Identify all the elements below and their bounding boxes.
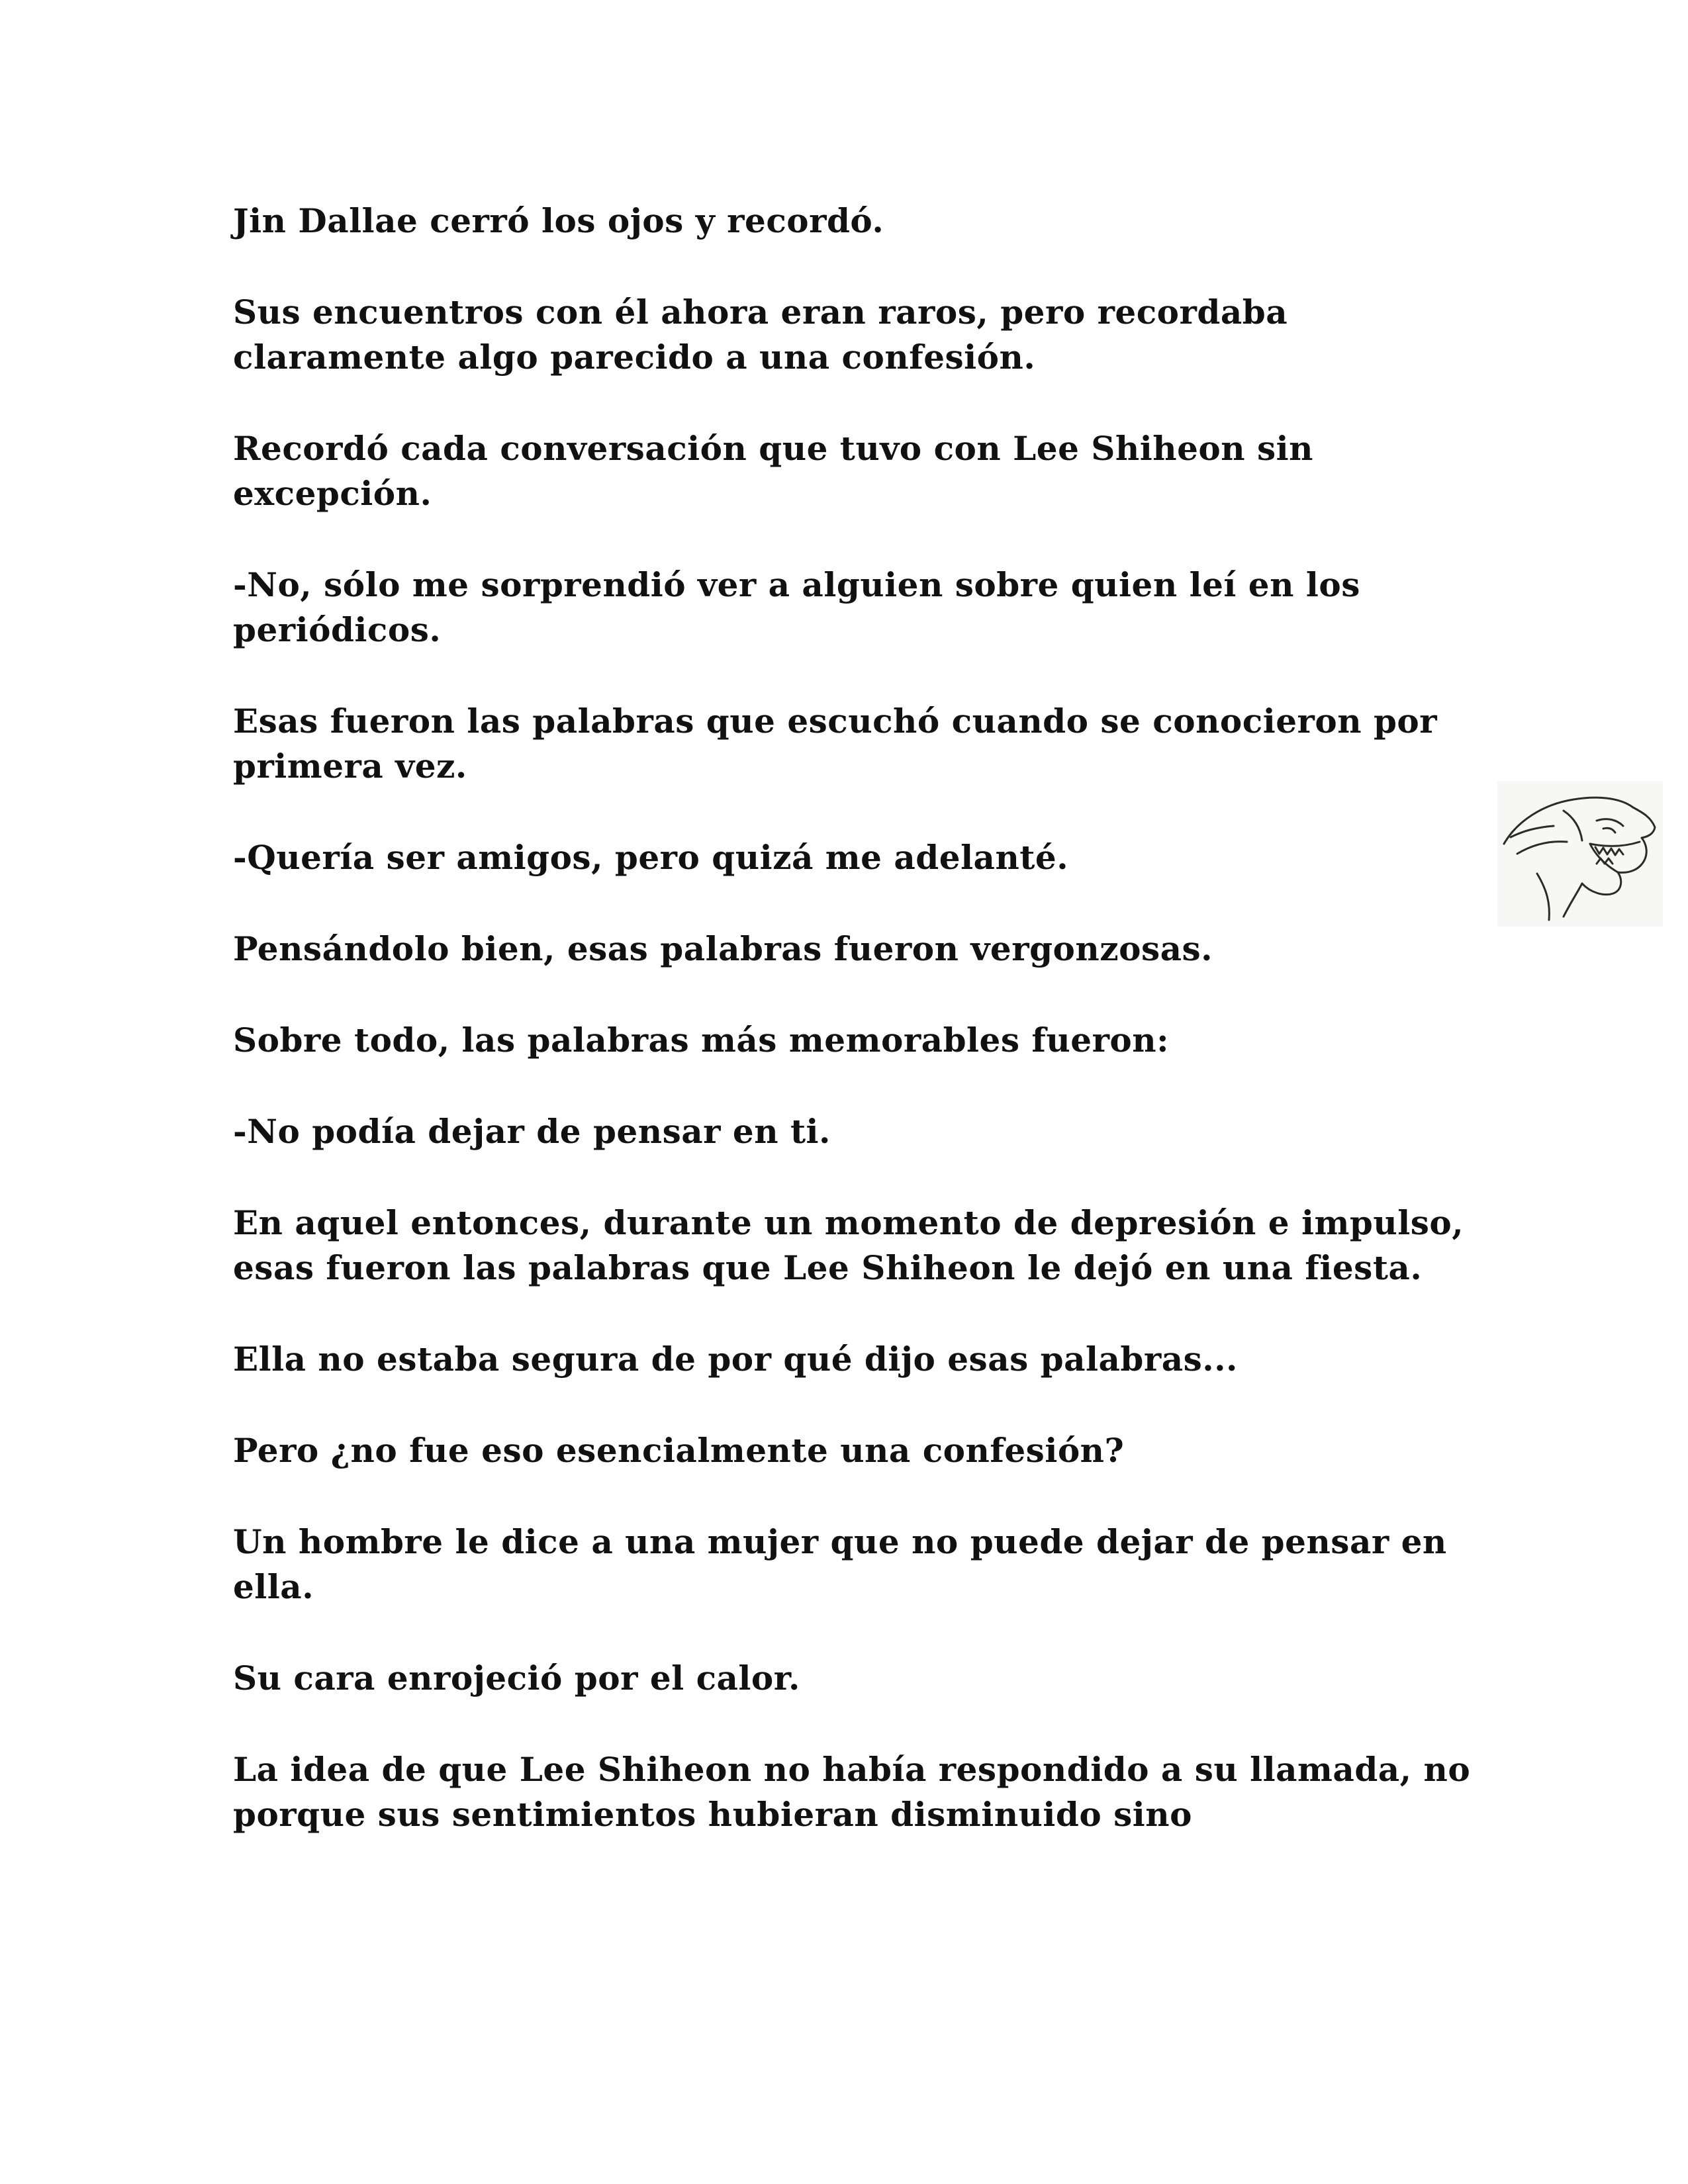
body-text: [233, 199, 1491, 1884]
paragraph: Su cara enrojeció por el calor.: [233, 1659, 800, 1698]
paragraph: Recordó cada conversación que tuvo con Lee Shiheon sin excepción.: [233, 429, 1314, 513]
paragraph: Jin Dallae cerró los ojos y recordó.: [233, 201, 884, 240]
paragraph: -No, sólo me sorprendió ver a alguien sobre quien leí en los periódicos.: [233, 565, 1360, 649]
paragraph: En aquel entonces, durante un momento de depresión e impulso, esas fueron las palabras que Lee Shiheon le dejó en una fiesta.: [233, 1203, 1464, 1287]
paragraph: Ella no estaba segura de por qué dijo esas palabras...: [233, 1340, 1238, 1379]
paragraph: Pensándolo bien, esas palabras fueron vergonzosas.: [233, 929, 1213, 968]
paragraph: Sus encuentros con él ahora eran raros, pero recordaba claramente algo parecido a una confesión.: [233, 293, 1288, 377]
paragraph: Pero ¿no fue eso esencialmente una confesión?: [233, 1431, 1125, 1470]
paragraph: Un hombre le dice a una mujer que no puede dejar de pensar en ella.: [233, 1522, 1447, 1606]
paragraph: -No podía dejar de pensar en ti.: [233, 1112, 831, 1151]
dinosaur-head-icon: [1497, 781, 1663, 927]
paragraph: Esas fueron las palabras que escuchó cuando se conocieron por primera vez.: [233, 702, 1438, 786]
paragraph: Sobre todo, las palabras más memorables fueron:: [233, 1021, 1170, 1060]
paragraph: La idea de que Lee Shiheon no había respondido a su llamada, no porque sus sentimientos hubieran disminuido sino: [233, 1750, 1471, 1834]
paragraph: -Quería ser amigos, pero quizá me adelanté.: [233, 838, 1069, 877]
